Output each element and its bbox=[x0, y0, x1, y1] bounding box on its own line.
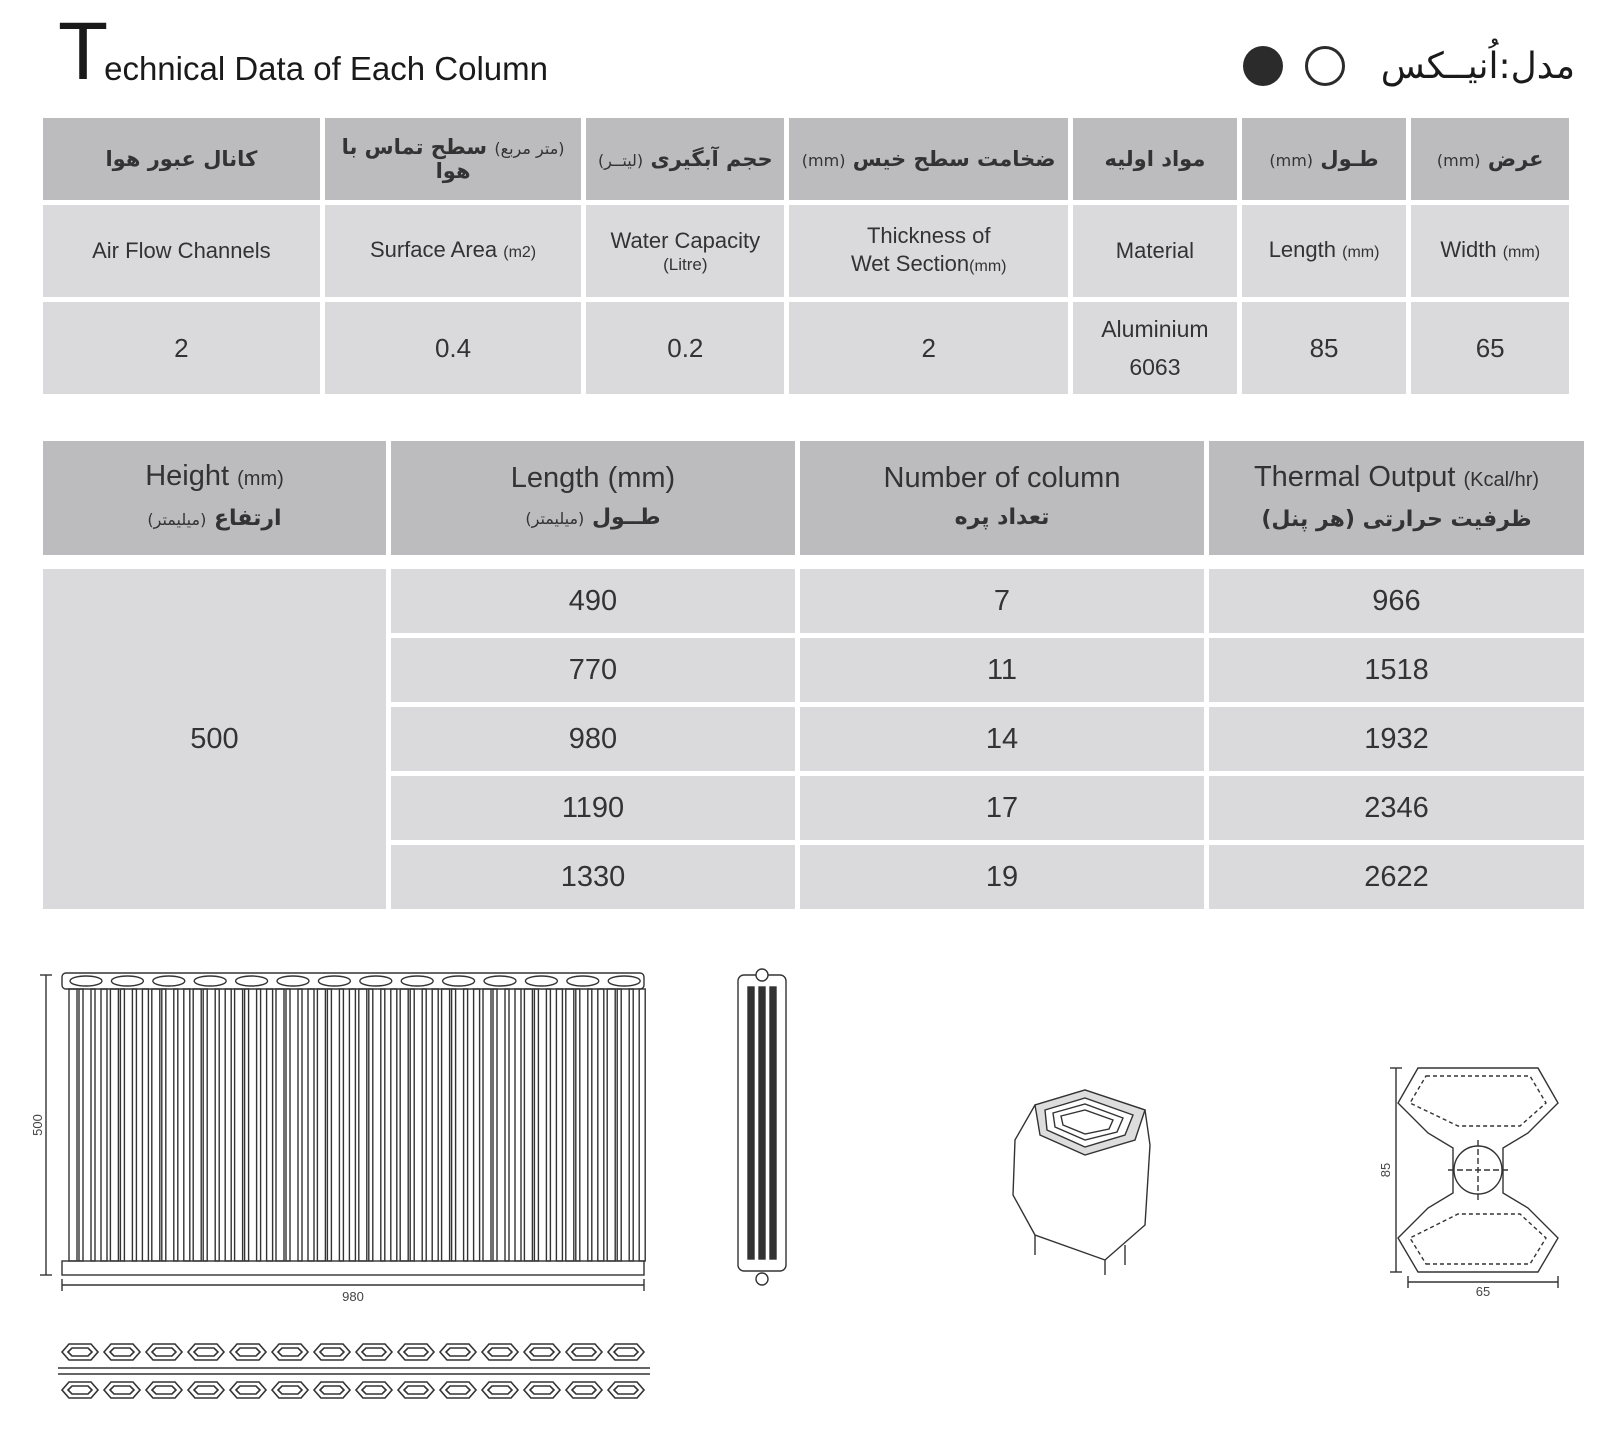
section-width-dim: 65 bbox=[1475, 1284, 1491, 1298]
header-surface-area-en: Surface Area (m2) bbox=[325, 205, 582, 297]
header-water-capacity-fa: حجم آبگیری (لیتــر) bbox=[586, 118, 784, 200]
radiator-top-view-drawing bbox=[58, 1340, 658, 1410]
value-thickness: 2 bbox=[789, 302, 1068, 394]
header-material-fa: مواد اولیه bbox=[1073, 118, 1237, 200]
model-label: مدل:اُنیــکس bbox=[1380, 45, 1575, 87]
filled-circle-icon bbox=[1243, 46, 1283, 86]
row-output: 2346 bbox=[1209, 776, 1584, 840]
header-width-fa: عرض (mm) bbox=[1411, 118, 1569, 200]
value-air-flow: 2 bbox=[43, 302, 320, 394]
row-length: 980 bbox=[391, 707, 795, 771]
empty-circle-icon bbox=[1305, 46, 1345, 86]
radiator-front-view-drawing bbox=[28, 965, 668, 1305]
spec-header-fa-row bbox=[43, 118, 1569, 200]
header-thickness-fa: ضخامت سطح خیس (mm) bbox=[789, 118, 1068, 200]
header-material-en: Material bbox=[1073, 205, 1237, 297]
value-width: 65 bbox=[1411, 302, 1569, 394]
table-row bbox=[43, 569, 1584, 633]
header-air-flow-en: Air Flow Channels bbox=[43, 205, 320, 297]
value-height: 500 bbox=[43, 569, 386, 909]
model-indicator bbox=[1243, 38, 1575, 94]
output-table bbox=[38, 436, 1589, 914]
header-air-flow-fa: کانال عبور هوا bbox=[43, 118, 320, 200]
row-output: 966 bbox=[1209, 569, 1584, 633]
header-water-capacity-en: Water Capacity (Litre) bbox=[586, 205, 784, 297]
row-columns: 7 bbox=[800, 569, 1204, 633]
row-columns: 17 bbox=[800, 776, 1204, 840]
header-thickness-en: Thickness of Wet Section(mm) bbox=[789, 205, 1068, 297]
header-width-en: Width (mm) bbox=[1411, 205, 1569, 297]
header-surface-area-fa: (متر مربع) سطح تماس با هوا bbox=[325, 118, 582, 200]
value-surface-area: 0.4 bbox=[325, 302, 582, 394]
spec-value-row bbox=[43, 302, 1569, 394]
column-3d-view-drawing bbox=[1005, 1085, 1175, 1275]
header-length: Length (mm) طــول (میلیمتر) bbox=[391, 441, 795, 555]
row-columns: 14 bbox=[800, 707, 1204, 771]
row-columns: 11 bbox=[800, 638, 1204, 702]
value-water-capacity: 0.2 bbox=[586, 302, 784, 394]
front-width-dim: 980 bbox=[342, 1289, 364, 1304]
row-output: 1518 bbox=[1209, 638, 1584, 702]
row-output: 2622 bbox=[1209, 845, 1584, 909]
radiator-side-view-drawing bbox=[728, 965, 798, 1295]
spec-header-en-row bbox=[43, 205, 1569, 297]
value-length: 85 bbox=[1242, 302, 1407, 394]
row-length: 770 bbox=[391, 638, 795, 702]
front-height-dim: 500 bbox=[30, 1114, 45, 1136]
header-thermal-output: Thermal Output (Kcal/hr) ظرفیت حرارتی (هر پنل) bbox=[1209, 441, 1584, 555]
row-length: 1330 bbox=[391, 845, 795, 909]
title-text: echnical Data of Each Column bbox=[104, 50, 548, 87]
value-material: Aluminium 6063 bbox=[1073, 302, 1237, 394]
output-header-row bbox=[43, 441, 1584, 555]
row-columns: 19 bbox=[800, 845, 1204, 909]
row-length: 490 bbox=[391, 569, 795, 633]
header-height: Height (mm) ارتفاع (میلیمتر) bbox=[43, 441, 386, 555]
header-length-fa: طـول (mm) bbox=[1242, 118, 1407, 200]
section-height-dim: 85 bbox=[1378, 1162, 1393, 1178]
header-length-en: Length (mm) bbox=[1242, 205, 1407, 297]
page-title bbox=[58, 6, 548, 97]
spec-table bbox=[38, 113, 1574, 399]
row-length: 1190 bbox=[391, 776, 795, 840]
row-output: 1932 bbox=[1209, 707, 1584, 771]
column-cross-section-drawing bbox=[1378, 1058, 1578, 1298]
header-number-of-column: Number of column تعداد پره bbox=[800, 441, 1204, 555]
title-initial: T bbox=[58, 6, 109, 97]
